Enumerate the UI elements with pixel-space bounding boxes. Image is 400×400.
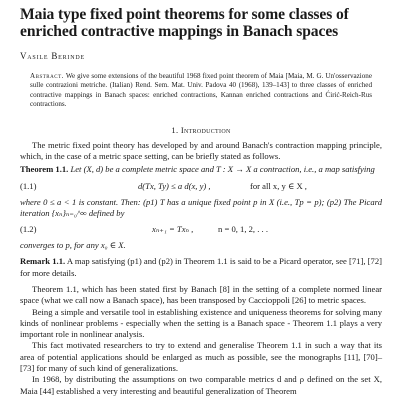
body-paragraph: This fact motivated researchers to try to extend and generalise Theorem 1.1 in such a way that its area of potential applications should be enlarged as much as possible, see the monographs [11], [70]–[73] for many of such kind of generalizations. [20, 340, 382, 374]
abstract-label: Abstract. [30, 72, 64, 80]
intro-paragraph: The metric fixed point theory has developed by and around Banach's contraction mapping principle, which, in the case of a metric space setting, can be briefly stated as follows. [20, 139, 382, 161]
body-paragraph: In 1968, by distributing the assumptions on two comparable metrics d and ρ defined on the set X, Maia [44] established a very interesting and beautiful generalization of Theorem [20, 374, 382, 396]
equation-math: d(Tx, Ty) ≤ a d(x, y) , [138, 180, 211, 191]
equation-number: (1.2) [20, 224, 37, 235]
paper-title: Maia type fixed point theorems for some classes of enriched contractive mappings in Banach spaces [20, 6, 349, 40]
remark-label: Remark 1.1. [20, 256, 66, 267]
equation-1-1 [20, 179, 382, 194]
abstract [20, 72, 382, 110]
theorem-continuation: where 0 ≤ a < 1 is constant. Then: (p1) T has a unique fixed point p in X (i.e., Tp = p); (p2) The Picard iteration {xₙ}ₙ₌₀^∞ defined by [20, 196, 382, 218]
section-number: 1. [171, 124, 179, 135]
theorem-block [20, 164, 382, 175]
theorem-conclusion: converges to p, for any x₀ ∈ X. [20, 240, 126, 251]
equation-condition: for all x, y ∈ X , [250, 180, 307, 191]
theorem-statement: Let (X, d) be a complete metric space and T : X → X a contraction, i.e., a map satisfying [70, 164, 375, 175]
paper-page [20, 6, 382, 397]
body-paragraph: Theorem 1.1, which has been stated first by Banach [8] in the setting of a complete normed linear space (what we call now a Banach space), has been transposed by Caccioppoli [26] to metric spaces. [20, 284, 382, 306]
equation-math: xₙ₊₁ = Txₙ , [152, 224, 194, 235]
abstract-text: We give some extensions of the beautiful 1968 fixed point theorem of Maia [Maia, M. G. Un'osservazione sulle contrazioni metriche. (Italian) Rend. Sem. Mat. Univ. Padova 40 (1968), 139–143] to three classes of enriched contractive mappings in Banach spaces: enriched contractions, Kannan enriched contractions and Ćirić-Reich-Rus contractions. [30, 72, 372, 109]
equation-number: (1.1) [20, 180, 37, 191]
section-heading [20, 125, 382, 135]
section-title: Introduction [180, 124, 231, 135]
theorem-label: Theorem 1.1. [20, 164, 69, 175]
remark-text: A map satisfying (p1) and (p2) in Theorem 1.1 is said to be a Picard operator, see [71], [72] for more details. [20, 256, 382, 278]
remark-block [20, 256, 382, 279]
equation-condition: n = 0, 1, 2, . . . [218, 224, 268, 235]
body-text [20, 140, 382, 397]
equation-1-2 [20, 222, 382, 237]
body-paragraph: Being a simple and versatile tool in establishing existence and uniqueness theorems for solving many kinds of nonlinear problems - especially when the setting is a Banach space - Theorem 1.1 plays a very important role in nonlinear analysis. [20, 306, 382, 340]
author-name: Vasile Berinde [20, 51, 85, 61]
